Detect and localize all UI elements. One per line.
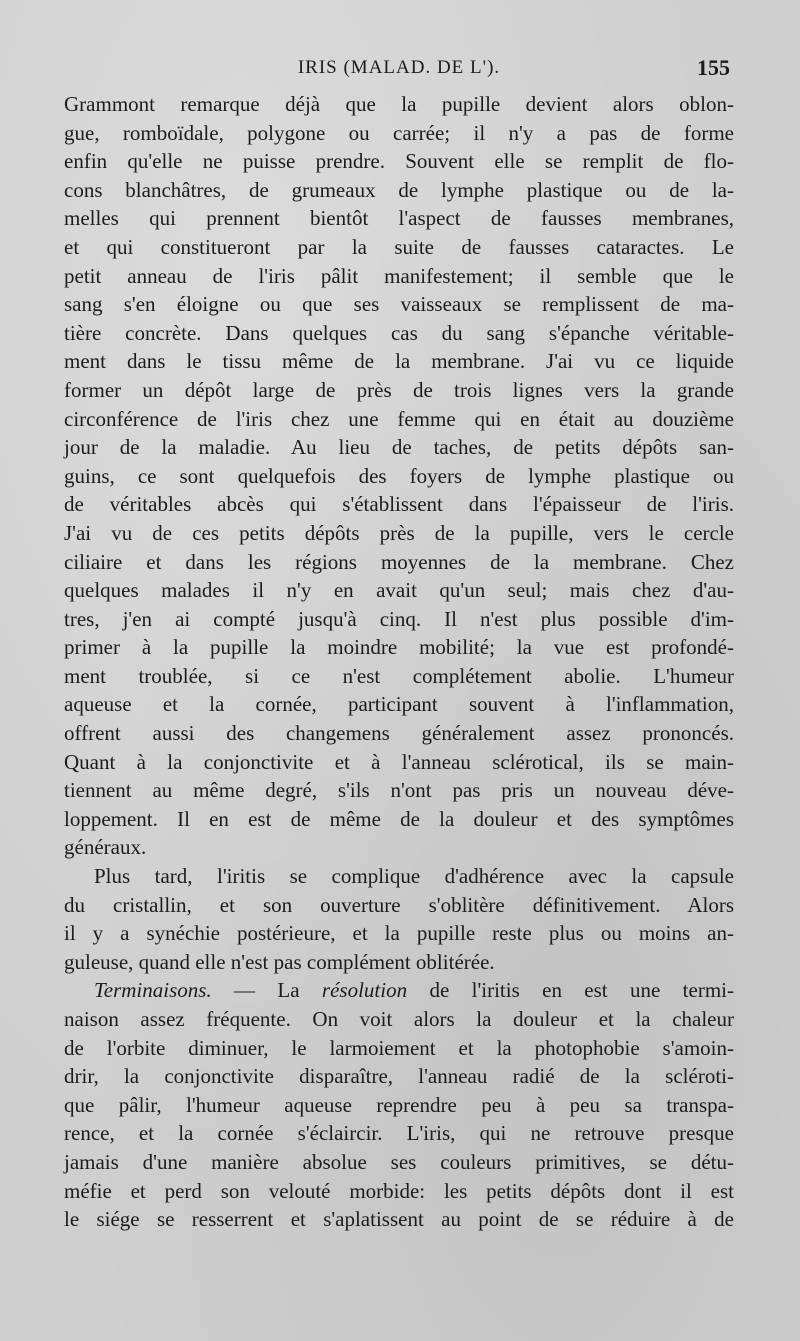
text-line: cons blanchâtres, de grumeaux de lymphe plastique ou de la- (64, 177, 734, 202)
text-line: méfie et perd son velouté morbide: les petits dépôts dont il est (64, 1178, 734, 1203)
text-line: sang s'en éloigne ou que ses vaisseaux se remplissent de ma- (64, 292, 734, 317)
text-line: guleuse, quand elle n'est pas complément oblitérée. (64, 949, 495, 974)
text-line: ment troublée, si ce n'est complétement abolie. L'humeur (64, 663, 734, 688)
text-line: que pâlir, l'humeur aqueuse reprendre peu à peu sa transpa- (64, 1092, 734, 1117)
text-line: et qui constitueront par la suite de fausses cataractes. Le (64, 234, 734, 259)
paragraph-3 (64, 976, 734, 1233)
text-line: Plus tard, l'iritis se complique d'adhérence avec la capsule (94, 864, 734, 889)
text-line: ciliaire et dans les régions moyennes de la membrane. Chez (64, 549, 734, 574)
running-header (64, 57, 734, 85)
text-line: de l'orbite diminuer, le larmoiement et la photophobie s'amoin- (64, 1035, 734, 1060)
text-line (64, 976, 734, 1005)
text-line: généraux. (64, 835, 147, 860)
text-line: J'ai vu de ces petits dépôts près de la pupille, vers le cercle (64, 520, 734, 545)
text-line: de véritables abcès qui s'établissent dans l'épaisseur de l'iris. (64, 492, 734, 517)
text-line: offrent aussi des changemens généralement assez prononcés. (64, 721, 734, 746)
heading-dash: — La (211, 978, 322, 1003)
text-line: guins, ce sont quelquefois des foyers de lymphe plastique ou (64, 463, 734, 488)
text-line: il y a synéchie postérieure, et la pupille reste plus ou moins an- (64, 921, 734, 946)
text-line: naison assez fréquente. On voit alors la douleur et la chaleur (64, 1007, 734, 1031)
text-line: Grammont remarque déjà que la pupille devient alors oblon- (64, 92, 734, 116)
text-line: du cristallin, et son ouverture s'oblitère définitivement. Alors (64, 892, 734, 917)
paragraph-2 (64, 862, 734, 976)
text-line: Quant à la conjonctivite et à l'anneau sclérotical, ils se main- (64, 749, 734, 774)
text-line: enfin qu'elle ne puisse prendre. Souvent elle se remplit de flo- (64, 149, 734, 174)
line-rest: de l'iritis en est une termi- (407, 978, 734, 1003)
text-line: former un dépôt large de près de trois lignes vers la grande (64, 377, 734, 402)
text-line: loppement. Il en est de même de la douleur et des symptômes (64, 806, 734, 831)
text-line: jamais d'une manière absolue ses couleurs primitives, se détu- (64, 1149, 734, 1174)
text-line: tière concrète. Dans quelques cas du sang s'épanche véritable- (64, 320, 734, 345)
text-line: primer à la pupille la moindre mobilité; la vue est profondé- (64, 635, 734, 660)
text-line: petit anneau de l'iris pâlit manifestement; il semble que le (64, 263, 734, 288)
text-line: quelques malades il n'y en avait qu'un seul; mais chez d'au- (64, 578, 734, 603)
text-line: gue, romboïdale, polygone ou carrée; il n'y a pas de forme (64, 120, 734, 145)
text-line: ment dans le tissu même de la membrane. J'ai vu ce liquide (64, 349, 734, 374)
paragraph-1 (64, 90, 734, 862)
text-line: rence, et la cornée s'éclaircir. L'iris, qui ne retrouve presque (64, 1121, 734, 1146)
text-line: drir, la conjonctivite disparaître, l'anneau radié de la scléroti- (64, 1064, 734, 1089)
text-line: tiennent au même degré, s'ils n'ont pas pris un nouveau déve- (64, 778, 734, 803)
body-text (64, 90, 734, 1234)
text-line: le siége se resserrent et s'aplatissent au point de se réduire à de (64, 1207, 734, 1232)
page-number: 155 (697, 55, 730, 80)
text-line: tres, j'en ai compté jusqu'à cinq. Il n'est plus possible d'im- (64, 606, 734, 631)
italic-term: résolution (321, 978, 408, 1003)
section-heading: Terminaisons. (94, 978, 212, 1003)
running-title: IRIS (MALAD. DE L'). (297, 57, 501, 78)
text-line: melles qui prennent bientôt l'aspect de fausses membranes, (64, 206, 734, 231)
text-line: circonférence de l'iris chez une femme qui en était au douzième (64, 406, 734, 431)
text-line: aqueuse et la cornée, participant souvent à l'inflammation, (64, 692, 734, 717)
text-line: jour de la maladie. Au lieu de taches, de petits dépôts san- (64, 435, 734, 460)
